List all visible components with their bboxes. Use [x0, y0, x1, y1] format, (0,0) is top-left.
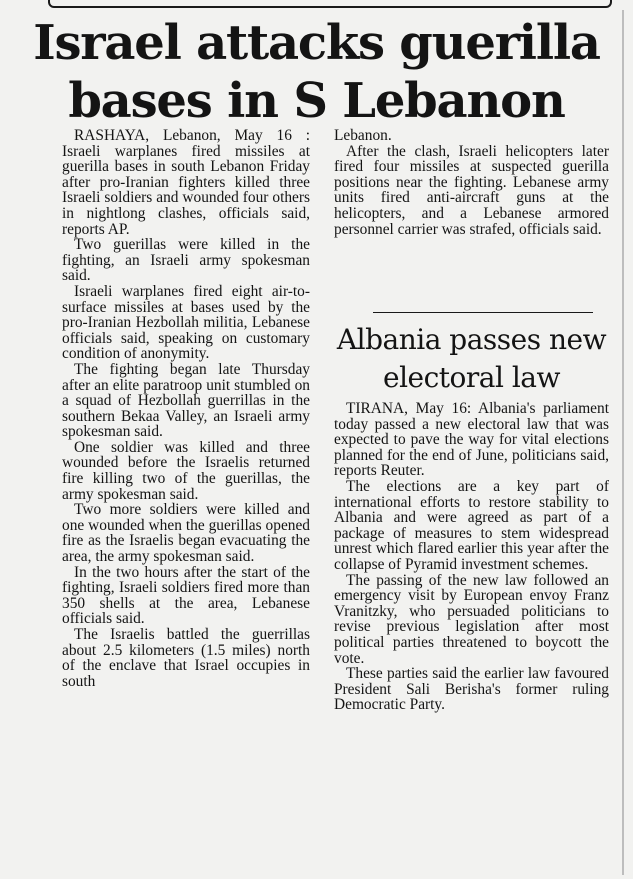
page-edge-shadow — [622, 10, 624, 875]
article-paragraph: After the clash, Israeli helicopters later fired four missiles at suspected guerilla positions near the fighting. Lebanese army units fired anti-aircraft guns at the helicopters, and a Lebanese armored personnel carrier was strafed, officials said. — [334, 142, 609, 238]
article-paragraph: RASHAYA, Lebanon, May 16 : Israeli warplanes fired missiles at guerilla bases in south Lebanon Friday after pro-Iranian fighters killed three Israeli soldiers and wounded four others in nightlong clashes, officials said, reports AP. — [62, 127, 310, 238]
article-paragraph: The fighting began late Thursday after an elite paratroop unit stumbled on a squad of Hezbollah guerrillas in the southern Bekaa Valley, an Israeli army spokesman said. — [62, 360, 310, 441]
article-paragraph: One soldier was killed and three wounded before the Israelis returned fire killing two of the guerillas, the army spokesman said. — [62, 438, 310, 503]
article-paragraph: The passing of the new law followed an emergency visit by European envoy Franz Vranitzky, who persuaded politicians to revise previous legislation after most political parties threatened to boycott the vote. — [334, 571, 609, 667]
article-paragraph: Lebanon. — [334, 127, 392, 144]
article-paragraph: In the two hours after the start of the fighting, Israeli soldiers fired more than 350 shells at the area, Lebanese officials said. — [62, 563, 310, 628]
article-paragraph: These parties said the earlier law favoured President Sali Berisha's former ruling Democratic Party. — [334, 665, 609, 714]
main-headline: Israel attacks guerilla bases in S Lebanon — [33, 15, 600, 129]
article-paragraph: Two guerillas were killed in the fighting, an Israeli army spokesman said. — [62, 236, 310, 285]
article-paragraph: Two more soldiers were killed and one wounded when the guerillas opened fire as the Israelis began evacuating the area, the army spokesman said. — [62, 501, 310, 566]
article-paragraph: The Israelis battled the guerrillas about 2.5 kilometers (1.5 miles) north of the enclave that Israel occupies in south — [62, 626, 310, 690]
frame-top-border — [48, 0, 612, 8]
article-paragraph: The elections are a key part of international efforts to restore stability to Albania and were agreed as part of a package of measures to stem widespread unrest which flared earlier this year after the collapse of Pyramid investment schemes. — [334, 477, 609, 573]
story-divider — [373, 312, 593, 313]
second-headline: Albania passes new electoral law — [336, 323, 607, 394]
article-paragraph: Israeli warplanes fired eight air-to-surface missiles at bases used by the pro-Iranian Hezbollah militia, Lebanese officials said, speaking on customary condition of anonymity. — [62, 282, 310, 363]
second-story-column — [334, 401, 609, 713]
main-story-column-right — [334, 128, 609, 237]
main-story-column-left — [62, 128, 310, 689]
article-paragraph: TIRANA, May 16: Albania's parliament today passed a new electoral law that was expected to pave the way for vital elections planned for the end of June, politicians said, reports Reuter. — [334, 400, 609, 480]
